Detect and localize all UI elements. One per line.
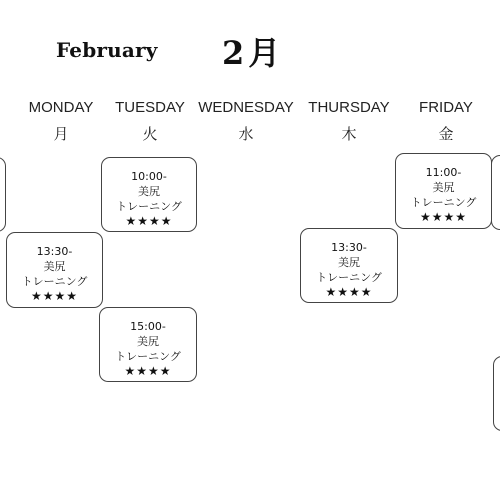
event-name: 美尻: [43, 260, 66, 273]
day-label-ja: 金: [438, 125, 454, 143]
event-card-partial-right-bottom[interactable]: [493, 356, 500, 431]
event-label: トレーニング: [115, 350, 181, 363]
month-title-english: February: [56, 38, 158, 62]
event-label: トレーニング: [116, 200, 182, 213]
event-card[interactable]: [395, 153, 492, 229]
day-label-en: THURSDAY: [308, 99, 390, 116]
event-name: 美尻: [138, 185, 160, 198]
event-name: 美尻: [137, 335, 159, 348]
day-label-en: WEDNESDAY: [198, 99, 294, 116]
rating-stars: ★★★★: [419, 210, 468, 224]
rating-stars: ★★★★: [30, 289, 79, 303]
event-time: 13:30-: [331, 241, 367, 254]
day-label-ja: 月: [53, 125, 69, 143]
event-card[interactable]: [101, 157, 197, 232]
day-header-monday: [20, 99, 102, 143]
day-label-en: MONDAY: [28, 99, 94, 116]
rating-stars: ★★★★: [125, 214, 173, 228]
event-time: 15:00-: [130, 320, 166, 333]
event-name: 美尻: [338, 256, 360, 269]
event-card-partial-left[interactable]: [0, 157, 6, 232]
event-card-partial-right-top[interactable]: [491, 155, 500, 230]
day-label-ja: 水: [238, 125, 254, 143]
event-label: トレーニング: [410, 196, 477, 209]
day-label-en: TUESDAY: [115, 99, 185, 116]
month-title-japanese: 2月: [222, 34, 285, 72]
day-header-thursday: [304, 99, 394, 143]
event-label: トレーニング: [21, 275, 88, 288]
event-card[interactable]: [99, 307, 197, 382]
event-time: 13:30-: [36, 245, 73, 258]
rating-stars: ★★★★: [325, 285, 373, 299]
rating-stars: ★★★★: [124, 364, 172, 378]
event-time: 10:00-: [131, 170, 167, 183]
day-label-ja: 火: [142, 125, 158, 143]
day-header-tuesday: [108, 99, 192, 143]
event-time: 11:00-: [425, 166, 462, 179]
day-label-ja: 木: [341, 125, 357, 143]
event-label: トレーニング: [316, 271, 382, 284]
day-label-en: FRIDAY: [419, 99, 473, 116]
event-name: 美尻: [432, 181, 455, 194]
event-card[interactable]: [6, 232, 103, 308]
event-card[interactable]: [300, 228, 398, 303]
day-header-friday: [406, 99, 486, 143]
day-header-wednesday: [196, 99, 296, 143]
